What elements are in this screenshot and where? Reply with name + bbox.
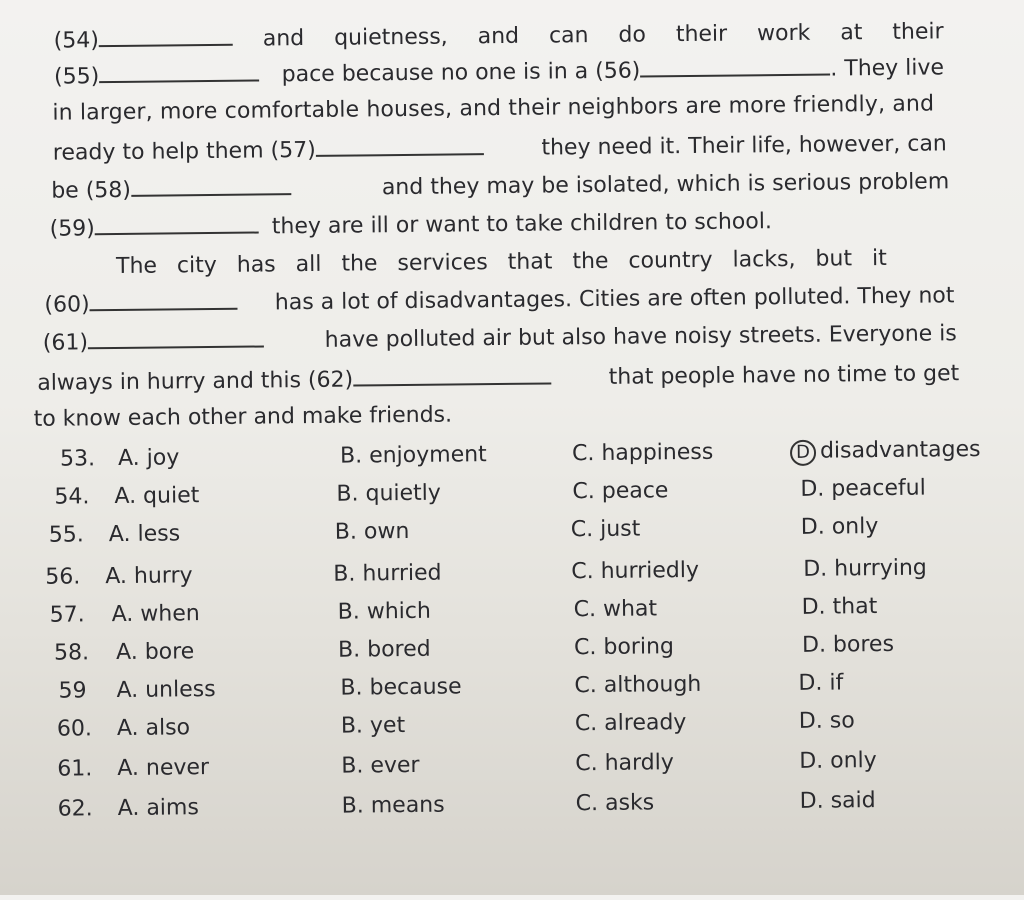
line-text: be (58) xyxy=(51,177,132,204)
blank-59 xyxy=(95,214,259,236)
word: their xyxy=(892,19,944,45)
question-row xyxy=(2,627,1024,672)
passage-line-3 xyxy=(52,89,1020,129)
option-a[interactable]: A. joy xyxy=(117,445,180,471)
option-b[interactable]: B. enjoyment xyxy=(339,442,487,469)
question-row xyxy=(0,433,1024,478)
question-row xyxy=(4,782,1024,827)
option-d[interactable]: D. so xyxy=(798,708,855,734)
question-number: 57. xyxy=(49,602,85,628)
question-number: 53. xyxy=(59,446,96,472)
option-d[interactable]: D. only xyxy=(800,514,879,540)
blank-61 xyxy=(88,327,264,349)
option-a[interactable]: A. less xyxy=(108,521,181,548)
option-a[interactable]: A. also xyxy=(116,715,191,742)
option-b[interactable]: B. own xyxy=(334,518,410,545)
passage-line-7 xyxy=(116,243,952,282)
question-number: 56. xyxy=(45,564,81,590)
question-row xyxy=(2,665,1024,710)
option-d[interactable]: D. hurrying xyxy=(803,555,927,582)
option-d[interactable]: D. peaceful xyxy=(800,475,926,502)
line-text: . They live xyxy=(830,55,945,82)
passage-line-10 xyxy=(37,359,959,399)
question-number: 61. xyxy=(57,756,93,782)
question-row xyxy=(1,509,1024,554)
question-row xyxy=(3,702,1024,747)
blank-62 xyxy=(353,364,551,386)
question-row xyxy=(0,471,1024,516)
question-number: 55. xyxy=(48,522,84,548)
option-d[interactable]: D. said xyxy=(799,788,876,814)
line-text: has a lot of disadvantages. Cities are often polluted. They not xyxy=(274,283,955,316)
blank-61-number: (61) xyxy=(42,330,89,356)
option-d-text: disadvantages xyxy=(819,436,981,464)
blank-59-number: (59) xyxy=(49,216,95,242)
blank-54: (54) xyxy=(54,25,233,57)
word: and xyxy=(262,26,305,52)
option-a[interactable]: A. aims xyxy=(117,795,200,822)
option-b[interactable]: B. yet xyxy=(340,713,406,739)
question-number: 60. xyxy=(56,716,93,742)
option-d-selected[interactable] xyxy=(790,433,981,469)
word: work xyxy=(756,20,811,47)
word: their xyxy=(675,21,728,48)
word: and xyxy=(477,23,520,50)
option-a[interactable]: A. when xyxy=(111,601,200,628)
line-text: always in hurry and this (62) xyxy=(37,367,354,396)
passage-line-5 xyxy=(51,167,949,206)
circled-answer-mark: D xyxy=(790,440,816,466)
blank-55-number: (55) xyxy=(53,64,100,90)
passage-line-2 xyxy=(54,53,944,92)
line-text: and they may be isolated, which is serious problem xyxy=(381,169,950,201)
option-c[interactable]: C. happiness xyxy=(571,439,714,467)
blank-60-number: (60) xyxy=(44,292,90,318)
question-row xyxy=(2,589,1024,634)
line-text: have polluted air but also have noisy streets. Everyone is xyxy=(324,321,957,353)
passage-line-6 xyxy=(50,205,1022,245)
question-row xyxy=(3,742,1024,787)
passage-line-11 xyxy=(34,395,1024,435)
question-number: 62. xyxy=(57,796,93,822)
line-text: to know each other and make friends. xyxy=(33,402,453,432)
line-text: they need it. Their life, however, can xyxy=(541,131,947,161)
option-b[interactable]: B. which xyxy=(337,598,431,625)
option-a[interactable]: A. hurry xyxy=(105,563,193,590)
option-a[interactable]: A. quiet xyxy=(114,483,200,510)
question-row xyxy=(1,551,1024,596)
option-d[interactable]: D. only xyxy=(799,748,877,774)
word: do xyxy=(618,22,647,48)
option-b[interactable]: B. quietly xyxy=(336,480,441,507)
option-c[interactable]: C. already xyxy=(574,710,687,737)
line-text: in larger, more comfortable houses, and their neighbors are more friendly, and xyxy=(52,91,935,126)
option-c[interactable]: C. hurriedly xyxy=(571,557,700,585)
blank-55 xyxy=(99,62,259,84)
line-text: pace because no one is in a (56) xyxy=(281,58,641,88)
option-a[interactable]: A. unless xyxy=(116,676,216,704)
line-text: they are ill or want to take children to school. xyxy=(271,209,773,240)
blank-57 xyxy=(316,135,484,157)
option-b[interactable]: B. means xyxy=(341,792,445,819)
line-text: The city has all the services that the country lacks, but it xyxy=(115,245,887,280)
option-b[interactable]: B. ever xyxy=(341,752,420,779)
line-text: that people have no time to get xyxy=(608,361,960,390)
blank-56 xyxy=(640,56,830,78)
option-a[interactable]: A. never xyxy=(117,755,210,782)
passage-line-1 xyxy=(54,17,944,56)
option-c[interactable]: C. although xyxy=(574,671,702,699)
passage-line-4 xyxy=(53,129,947,168)
question-number: 59 xyxy=(58,678,87,704)
option-c[interactable]: C. hardly xyxy=(575,750,674,777)
option-c[interactable]: C. peace xyxy=(572,478,669,505)
passage-line-8 xyxy=(44,281,954,321)
option-a[interactable]: A. bore xyxy=(115,639,195,666)
option-c[interactable]: C. what xyxy=(573,596,658,623)
question-number: 58. xyxy=(53,640,90,666)
word: can xyxy=(548,23,589,49)
line-text: ready to help them (57) xyxy=(52,137,316,166)
option-b[interactable]: B. bored xyxy=(337,636,431,663)
passage-line-9 xyxy=(43,319,957,359)
option-c[interactable]: C. just xyxy=(570,516,641,543)
option-c[interactable]: C. boring xyxy=(573,634,675,661)
option-d[interactable]: D. if xyxy=(798,670,844,696)
question-number: 54. xyxy=(54,484,90,510)
option-c[interactable]: C. asks xyxy=(575,790,655,817)
blank-60 xyxy=(89,290,237,312)
option-d[interactable]: D. bores xyxy=(801,631,895,658)
option-b[interactable]: B. hurried xyxy=(333,560,442,587)
word: at xyxy=(840,20,863,46)
blank-58 xyxy=(131,175,291,197)
word: quietness, xyxy=(334,24,448,51)
option-d[interactable]: D. that xyxy=(801,594,878,620)
option-b[interactable]: B. because xyxy=(340,674,462,701)
